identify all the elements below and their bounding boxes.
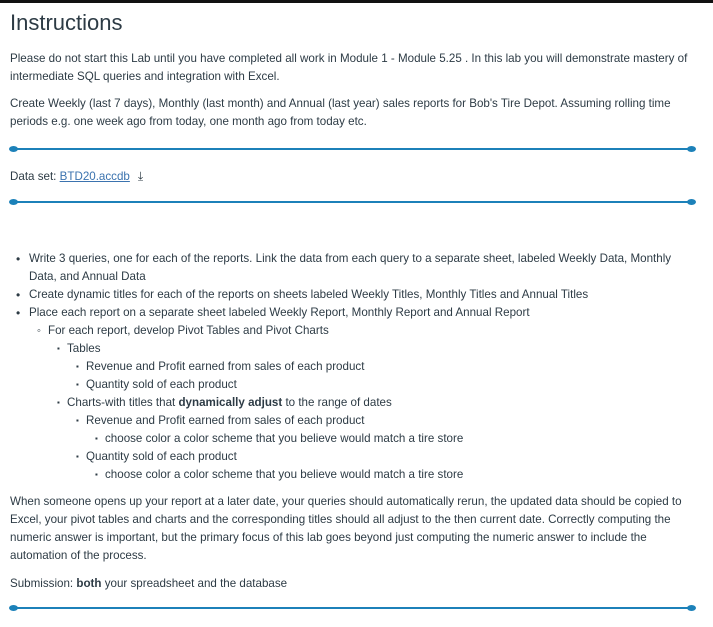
list-item-text: Place each report on a separate sheet labeled Weekly Report, Monthly Report and Annual Report bbox=[29, 306, 530, 319]
sub-list bbox=[10, 430, 700, 448]
instructions-page bbox=[10, 8, 700, 614]
sub-list bbox=[10, 322, 700, 340]
dataset-row bbox=[10, 167, 700, 186]
list-item: ◦ For each report, develop Pivot Tables and Pivot Charts bbox=[10, 322, 700, 340]
list-item: ▪ choose color a color scheme that you believe would match a tire store bbox=[10, 466, 700, 484]
task-paragraph: Create Weekly (last 7 days), Monthly (last month) and Annual (last year) sales reports for Bob's Tire Depot. Assuming rolling time periods e.g. one week ago from today, one month ago from today etc. bbox=[10, 97, 671, 128]
submission-bold: both bbox=[76, 577, 102, 590]
list-item: ▪ choose color a color scheme that you believe would match a tire store bbox=[10, 430, 700, 448]
list-item: ▪ Quantity sold of each product bbox=[10, 376, 700, 394]
divider bbox=[9, 143, 696, 155]
sub-list bbox=[10, 412, 700, 430]
page-title: Instructions bbox=[10, 10, 123, 35]
dataset-link[interactable]: BTD20.accdb bbox=[59, 170, 130, 183]
top-border bbox=[0, 0, 713, 3]
list-item bbox=[10, 304, 700, 322]
download-icon[interactable]: ⤓ bbox=[137, 169, 144, 183]
list-item: • Write 3 queries, one for each of the reports. Link the data from each query to a separate sheet, labeled Weekly Data, Monthly Data, and Annual Data bbox=[10, 250, 700, 286]
list-item: ▪ Revenue and Profit earned from sales of each product bbox=[10, 358, 700, 376]
charts-label-post: to the range of dates bbox=[282, 396, 392, 409]
sub-list bbox=[10, 448, 700, 466]
submission-rest: your spreadsheet and the database bbox=[101, 577, 288, 590]
list-item: • Create dynamic titles for each of the reports on sheets labeled Weekly Titles, Monthly Titles and Annual Titles bbox=[10, 286, 700, 304]
sub-list bbox=[10, 340, 700, 358]
submission-label: Submission: bbox=[10, 577, 77, 590]
charts-label-pre: Charts-with titles that bbox=[67, 396, 179, 409]
sub-list bbox=[10, 466, 700, 484]
requirements-list bbox=[10, 250, 700, 322]
submission-line bbox=[10, 575, 700, 593]
divider bbox=[9, 196, 696, 208]
list-item-tables: ▪ Tables bbox=[10, 340, 700, 358]
divider bbox=[9, 602, 696, 614]
intro-paragraph: Please do not start this Lab until you have completed all work in Module 1 - Module 5.25 . In this lab you will demonstrate mastery of intermediate SQL queries and integration with Excel. bbox=[10, 52, 688, 83]
list-item: ▪ Quantity sold of each product bbox=[10, 448, 700, 466]
sub-list bbox=[10, 358, 700, 394]
dataset-label: Data set: bbox=[10, 170, 60, 183]
closing-paragraph: When someone opens up your report at a later date, your queries should automatically rerun, the updated data should be copied to Excel, your pivot tables and charts and the corresponding titles should all adjust to the then current date. Correctly computing the numeric answer is important, but the primary focus of this lab goes beyond just computing the numeric answer to include the automation of the process. bbox=[10, 495, 682, 562]
charts-label-bold: dynamically adjust bbox=[178, 396, 283, 409]
list-item-charts bbox=[10, 394, 700, 412]
list-item: ▪ Revenue and Profit earned from sales of each product bbox=[10, 412, 700, 430]
sub-list bbox=[10, 394, 700, 412]
